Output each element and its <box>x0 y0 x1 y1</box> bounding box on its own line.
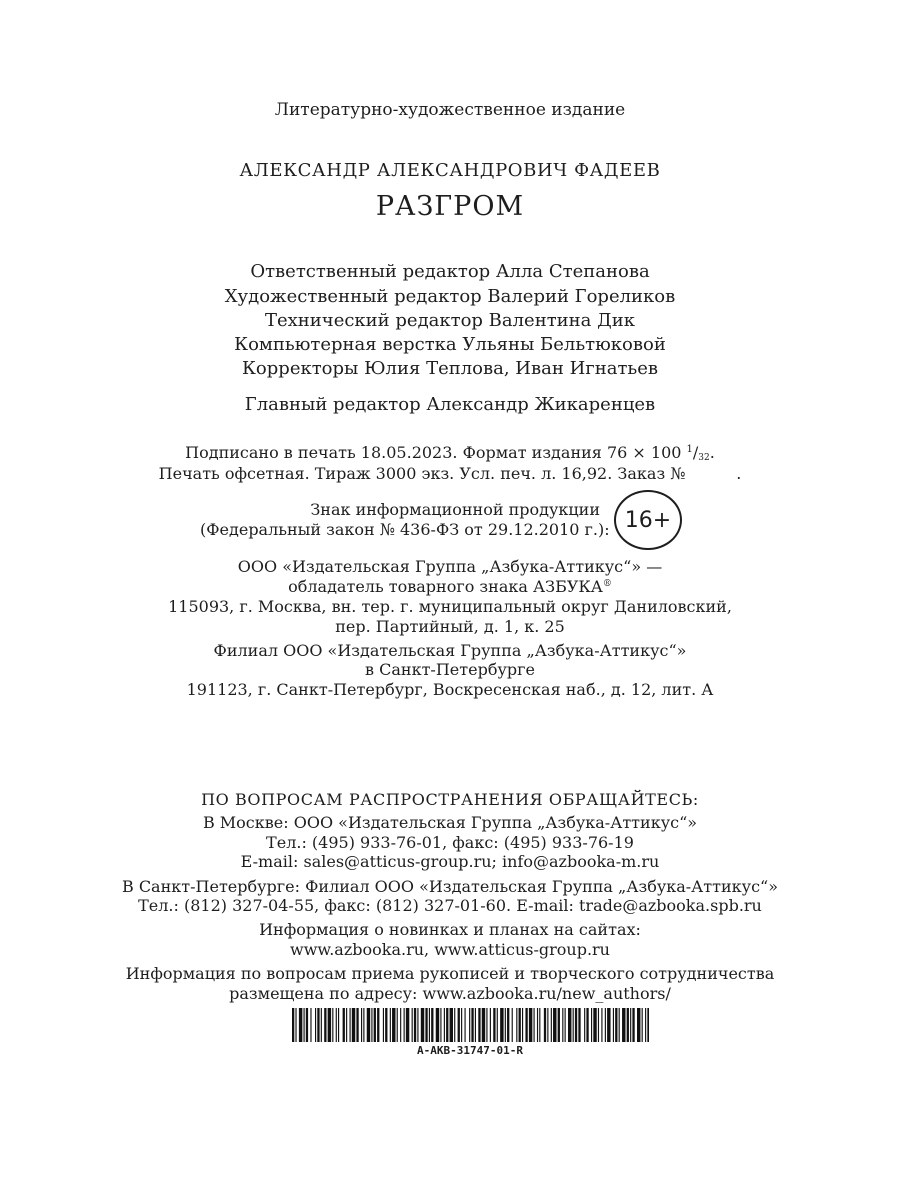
barcode-bar <box>553 1008 556 1042</box>
moscow-contact-line-1: В Москве: ООО «Издательская Группа „Азбука-Аттикус“» <box>202 813 698 832</box>
barcode-bar <box>534 1008 535 1042</box>
barcode-bar <box>377 1008 379 1042</box>
barcode-bar <box>414 1008 416 1042</box>
publisher-line-2 <box>0 577 900 596</box>
barcode-bar <box>458 1008 460 1042</box>
branch-line-2: в Санкт-Петербурге <box>365 660 535 679</box>
barcode-bar <box>421 1008 424 1042</box>
info-sign-line-1: Знак информационной продукции <box>310 500 600 519</box>
print-info-text: Подписано в печать 18.05.2023. Формат издания 76 × 100 <box>185 443 682 462</box>
barcode-bar <box>338 1008 339 1042</box>
barcode-bar <box>607 1008 610 1042</box>
barcode-bar <box>324 1008 326 1042</box>
barcode-bar <box>425 1008 427 1042</box>
barcode-bar <box>356 1008 358 1042</box>
barcode-bar <box>490 1008 491 1042</box>
barcode-bar <box>446 1008 448 1042</box>
barcode-bar <box>374 1008 376 1042</box>
format-fraction-slash: / <box>692 443 699 462</box>
credit-line: Корректоры Юлия Теплова, Иван Игнатьев <box>242 358 658 379</box>
barcode-bar <box>593 1008 596 1042</box>
barcode-bar <box>598 1008 599 1042</box>
barcode-bar <box>295 1008 296 1042</box>
credit-line: Технический редактор Валентина Дик <box>264 310 635 331</box>
info-sign-line-2: (Федеральный закон № 436-ФЗ от 29.12.2010 г.): <box>200 520 610 539</box>
barcode-bar <box>630 1008 631 1042</box>
barcode-bar <box>647 1008 649 1042</box>
age-rating-label: 16+ <box>624 507 672 533</box>
barcode-bar <box>371 1008 372 1042</box>
barcode-bar <box>605 1008 606 1042</box>
barcode-bar <box>306 1008 308 1042</box>
barcode-bar <box>615 1008 617 1042</box>
chief-editor: Главный редактор Александр Жикаренцев <box>244 394 656 415</box>
publisher-trademark: обладатель товарного знака АЗБУКА <box>288 577 603 596</box>
barcode-bar <box>352 1008 355 1042</box>
barcode-bar <box>436 1008 439 1042</box>
barcode-bar <box>575 1008 577 1042</box>
barcode-bar <box>512 1008 513 1042</box>
barcode-bar <box>586 1008 588 1042</box>
format-fraction-numerator: 1 <box>686 444 693 455</box>
publisher-address-line-1: 115093, г. Москва, вн. тер. г. муниципальный округ Даниловский, <box>168 597 732 616</box>
barcode-bar <box>315 1008 316 1042</box>
author-name: АЛЕКСАНДР АЛЕКСАНДРОВИЧ ФАДЕЕВ <box>239 160 661 181</box>
barcode-bar <box>539 1008 540 1042</box>
barcode-bar <box>497 1008 498 1042</box>
barcode-bar <box>645 1008 646 1042</box>
barcode <box>292 1008 649 1042</box>
barcode-bar <box>544 1008 546 1042</box>
barcode-bar <box>486 1008 487 1042</box>
credit-line: Компьютерная верстка Ульяны Бельтюковой <box>234 334 666 355</box>
barcode-bar <box>562 1008 563 1042</box>
barcode-bar <box>461 1008 462 1042</box>
barcode-bar <box>332 1008 333 1042</box>
barcode-bar <box>478 1008 480 1042</box>
print-info-line-1 <box>0 443 900 462</box>
barcode-bar <box>431 1008 433 1042</box>
age-rating-badge <box>614 490 682 550</box>
barcode-bar <box>363 1008 364 1042</box>
distribution-heading: ПО ВОПРОСАМ РАСПРОСТРАНЕНИЯ ОБРАЩАЙТЕСЬ: <box>201 790 699 809</box>
barcode-bar <box>573 1008 574 1042</box>
barcode-bar <box>622 1008 625 1042</box>
barcode-code: A-AKB-31747-01-R <box>417 1044 523 1057</box>
spb-contact-line-1: В Санкт-Петербурге: Филиал ООО «Издательская Группа „Азбука-Аттикус“» <box>121 877 779 896</box>
book-title: РАЗГРОМ <box>375 191 525 222</box>
barcode-bar <box>317 1008 319 1042</box>
manuscripts-info-line-2: размещена по адресу: www.azbooka.ru/new_authors/ <box>229 984 671 1003</box>
barcode-bar <box>397 1008 398 1042</box>
barcode-bar <box>537 1008 538 1042</box>
barcode-bar <box>292 1008 294 1042</box>
barcode-bar <box>385 1008 387 1042</box>
barcode-bar <box>400 1008 401 1042</box>
barcode-bar <box>591 1008 592 1042</box>
barcode-bar <box>632 1008 634 1042</box>
barcode-bar <box>406 1008 409 1042</box>
barcode-bar <box>346 1008 347 1042</box>
sites-info-line-2: www.azbooka.ru, www.atticus-group.ru <box>290 940 610 959</box>
barcode-bar <box>336 1008 337 1042</box>
barcode-bar <box>343 1008 345 1042</box>
barcode-bar <box>383 1008 384 1042</box>
barcode-bar <box>328 1008 331 1042</box>
barcode-bar <box>412 1008 413 1042</box>
moscow-contact-line-2: Тел.: (495) 933-76-01, факс: (495) 933-76-19 <box>266 833 634 852</box>
barcode-bar <box>299 1008 302 1042</box>
barcode-bar <box>482 1008 485 1042</box>
barcode-bar <box>440 1008 441 1042</box>
barcode-bar <box>471 1008 473 1042</box>
barcode-bar <box>429 1008 430 1042</box>
barcode-bar <box>450 1008 453 1042</box>
barcode-bar <box>304 1008 305 1042</box>
barcode-bar <box>475 1008 476 1042</box>
sites-info-line-1: Информация о новинках и планах на сайтах: <box>259 920 641 939</box>
barcode-bar <box>578 1008 580 1042</box>
barcode-bar <box>404 1008 405 1042</box>
format-fraction-denominator: 32 <box>698 453 710 463</box>
barcode-bar <box>367 1008 370 1042</box>
barcode-bar <box>522 1008 523 1042</box>
manuscripts-info-line-1: Информация по вопросам приема рукописей и творческого сотрудничества <box>125 964 775 983</box>
barcode-bar <box>525 1008 527 1042</box>
publisher-address-line-2: пер. Партийный, д. 1, к. 25 <box>335 617 565 636</box>
barcode-bar <box>321 1008 322 1042</box>
registered-mark: ® <box>602 579 612 589</box>
barcode-bar <box>417 1008 418 1042</box>
barcode-bar <box>568 1008 571 1042</box>
print-info-line-2: Печать офсетная. Тираж 3000 экз. Усл. печ. л. 16,92. Заказ № . <box>158 464 742 483</box>
barcode-bar <box>493 1008 495 1042</box>
branch-address: 191123, г. Санкт-Петербург, Воскресенская наб., д. 12, лит. А <box>186 680 714 699</box>
barcode-bar <box>465 1008 466 1042</box>
publication-type: Литературно-художественное издание <box>274 100 626 120</box>
barcode-bar <box>642 1008 643 1042</box>
barcode-bar <box>454 1008 455 1042</box>
barcode-bar <box>529 1008 532 1042</box>
print-info-end: . <box>709 443 715 462</box>
publisher-line-1: ООО «Издательская Группа „Азбука-Аттикус“» — <box>237 557 663 576</box>
barcode-bar <box>519 1008 521 1042</box>
barcode-bar <box>390 1008 391 1042</box>
moscow-contact-email: E-mail: sales@atticus-group.ru; info@azbooka-m.ru <box>240 852 660 871</box>
barcode-bar <box>565 1008 566 1042</box>
credit-line: Художественный редактор Валерий Гореликов <box>224 286 676 307</box>
barcode-bar <box>350 1008 351 1042</box>
barcode-bar <box>613 1008 614 1042</box>
barcode-bar <box>361 1008 362 1042</box>
barcode-bar <box>619 1008 620 1042</box>
barcode-bar <box>310 1008 311 1042</box>
barcode-bar <box>507 1008 509 1042</box>
barcode-bar <box>547 1008 548 1042</box>
branch-line-1: Филиал ООО «Издательская Группа „Азбука-Аттикус“» <box>213 641 687 660</box>
credit-line: Ответственный редактор Алла Степанова <box>250 261 650 282</box>
barcode-bar <box>637 1008 640 1042</box>
barcode-bar <box>444 1008 445 1042</box>
barcode-bar <box>500 1008 503 1042</box>
barcode-bar <box>469 1008 470 1042</box>
barcode-bar <box>516 1008 517 1042</box>
barcode-bar <box>392 1008 395 1042</box>
barcode-bar <box>601 1008 602 1042</box>
barcode-graphic <box>292 1008 649 1042</box>
spb-contact-line-2: Тел.: (812) 327-04-55, факс: (812) 327-01-60. E-mail: trade@azbooka.spb.ru <box>138 896 762 915</box>
barcode-bar <box>551 1008 552 1042</box>
barcode-bar <box>558 1008 560 1042</box>
barcode-bar <box>627 1008 629 1042</box>
barcode-bar <box>505 1008 506 1042</box>
barcode-bar <box>584 1008 585 1042</box>
